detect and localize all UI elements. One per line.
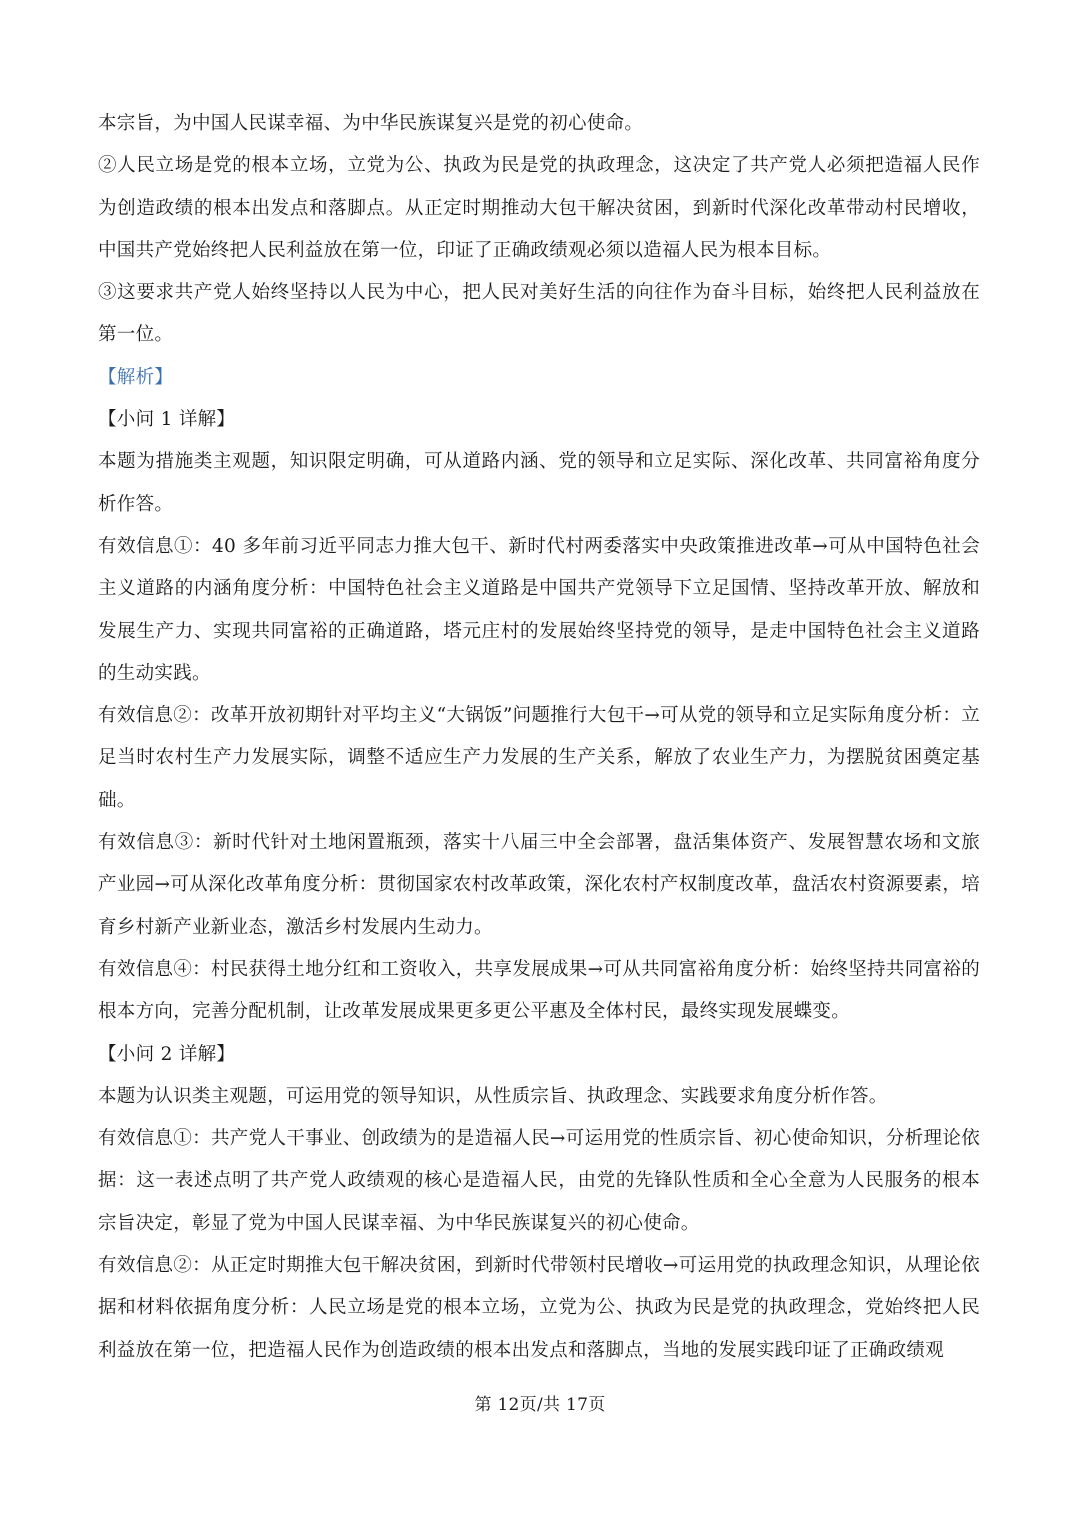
paragraph-purpose-ending: 本宗旨，为中国人民谋幸福、为中华民族谋复兴是党的初心使命。	[98, 113, 644, 134]
question-1-info-1: 有效信息①：40 多年前习近平同志力推大包干、新时代村两委落实中央政策推进改革→可从中国特色社会主义道路的内涵角度分析：中国特色社会主义道路是中国共产党领导下立足国情、坚持改革开放、解放和发展生产力、实现共同富裕的正确道路，塔元庄村的发展始终坚持党的领导，是走中国特色社会主义道路的生动实践。	[98, 535, 980, 684]
question-2-info-2: 有效信息②：从正定时期推大包干解决贫困，到新时代带领村民增收→可运用党的执政理念知识，从理论依据和材料依据角度分析：人民立场是党的根本立场，立党为公、执政为民是党的执政理念，党始终把人民利益放在第一位，把造福人民作为创造政绩的根本出发点和落脚点，当地的发展实践印证了正确政绩观	[98, 1255, 980, 1361]
question-1-intro: 本题为措施类主观题，知识限定明确，可从道路内涵、党的领导和立足实际、深化改革、共同富裕角度分析作答。	[98, 451, 980, 515]
page-number-footer: 第 12页/共 17页	[474, 1395, 606, 1415]
question-1-heading: 【小问 1 详解】	[98, 409, 236, 431]
question-1-info-3: 有效信息③：新时代针对土地闲置瓶颈，落实十八届三中全会部署，盘活集体资产、发展智慧农场和文旅产业园→可从深化改革角度分析：贯彻国家农村改革政策，深化农村产权制度改革，盘活农村资源要素，培育乡村新产业新业态，激活乡村发展内生动力。	[98, 832, 980, 938]
paragraph-point-3: ③这要求共产党人始终坚持以人民为中心，把人民对美好生活的向往作为奋斗目标，始终把人民利益放在第一位。	[98, 282, 980, 346]
analysis-label: 【解析】	[98, 366, 174, 388]
question-2-info-1: 有效信息①：共产党人干事业、创政绩为的是造福人民→可运用党的性质宗旨、初心使命知识，分析理论依据：这一表述点明了共产党人政绩观的核心是造福人民，由党的先锋队性质和全心全意为人民服务的根本宗旨决定，彰显了党为中国人民谋幸福、为中华民族谋复兴的初心使命。	[98, 1128, 980, 1234]
document-body	[98, 103, 980, 1372]
question-2-heading: 【小问 2 详解】	[98, 1043, 236, 1065]
question-1-info-2: 有效信息②：改革开放初期针对平均主义“大锅饭”问题推行大包干→可从党的领导和立足实际角度分析：立足当时农村生产力发展实际，调整不适应生产力发展的生产关系，解放了农业生产力，为摆脱贫困奠定基础。	[98, 705, 980, 811]
question-1-info-4: 有效信息④：村民获得土地分红和工资收入，共享发展成果→可从共同富裕角度分析：始终坚持共同富裕的根本方向，完善分配机制，让改革发展成果更多更公平惠及全体村民，最终实现发展蝶变。	[98, 958, 980, 1023]
paragraph-point-2: ②人民立场是党的根本立场，立党为公、执政为民是党的执政理念，这决定了共产党人必须把造福人民作为创造政绩的根本出发点和落脚点。从正定时期推动大包干解决贫困，到新时代深化改革带动村民增收，中国共产党始终把人民利益放在第一位，印证了正确政绩观必须以造福人民为根本目标。	[98, 155, 980, 261]
question-2-intro: 本题为认识类主观题，可运用党的领导知识，从性质宗旨、执政理念、实践要求角度分析作答。	[98, 1085, 888, 1107]
